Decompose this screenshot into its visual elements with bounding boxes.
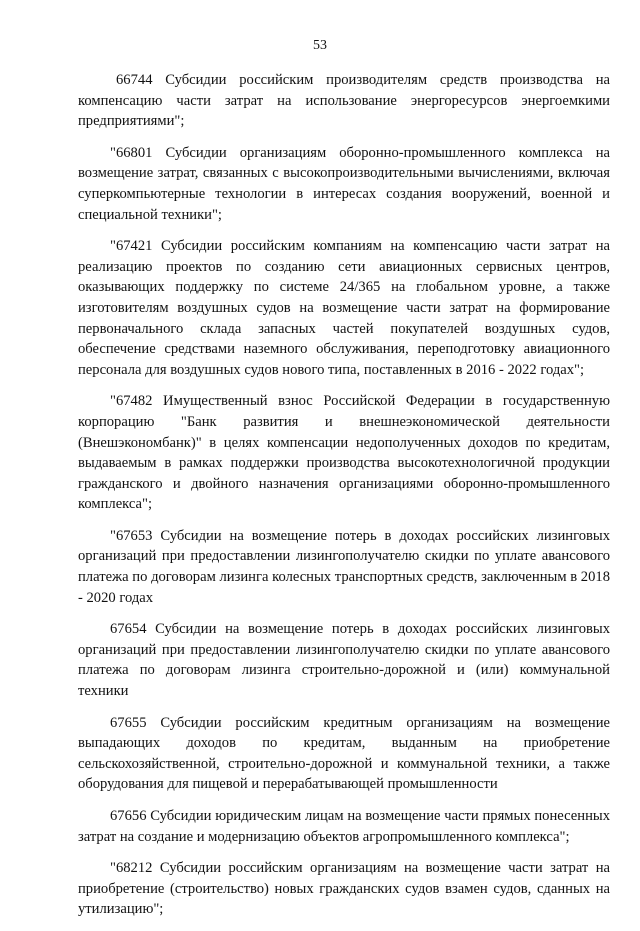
page-number: 53 [313,38,327,53]
paragraph-68212: "68212 Субсидии российским организациям на возмещение части затрат на приобретение (строительство) новых гражданских судов взамен судов, сданных на утилизацию"; [78,860,610,918]
paragraph-67482: "67482 Имущественный взнос Российской Федерации в государственную корпорацию "Банк развития и внешнеэкономической деятельности (Внешэкономбанк)" в целях компенсации недополученных доходов по кредитам, выдаваемым в рамках поддержки производства высокотехнологичной продукции гражданского и двойного назначения организациями оборонно-промышленного комплекса"; [78,393,610,513]
paragraph-66801: "66801 Субсидии организациям оборонно-промышленного комплекса на возмещение затрат, связанных с высокопроизводительными вычислениями, включая суперкомпьютерные технологии в интересах создания вооружений, военной и специальной техники"; [78,144,610,223]
paragraph-67653: "67653 Субсидии на возмещение потерь в доходах российских лизинговых организаций при предоставлении лизингополучателю скидки по уплате авансового платежа по договорам лизинга колесных транспортных средств, заключенным в 2018 - 2020 годах [78,527,610,606]
paragraph-66744: 66744 Субсидии российским производителям средств производства на компенсацию части затрат на использование энергоресурсов энергоемкими предприятиями"; [78,72,610,130]
paragraph-67421: "67421 Субсидии российским компаниям на компенсацию части затрат на реализацию проектов по созданию сети авиационных сервисных центров, оказывающих поддержку по системе 24/365 на глобальном уровне, а также изготовителям воздушных судов на возмещение части затрат на формирование первоначального склада запасных частей покупателей воздушных судов, обеспечение средствами наземного обслуживания, переподготовку авиационного персонала для воздушных судов нового типа, поставленных в 2016 - 2022 годах"; [78,238,610,378]
paragraph-67654: 67654 Субсидии на возмещение потерь в доходах российских лизинговых организаций при предоставлении лизингополучателю скидки по уплате авансового платежа по договорам лизинга строительно-дорожной и (или) коммунальной техники [78,621,610,700]
document-body [78,70,610,931]
paragraph-67655: 67655 Субсидии российским кредитным организациям на возмещение выпадающих доходов по кредитам, выданным на приобретение сельскохозяйственной, строительно-дорожной и коммунальной техники, а также оборудования для пищевой и перерабатывающей промышленности [78,714,610,793]
paragraph-67656: 67656 Субсидии юридическим лицам на возмещение части прямых понесенных затрат на создание и модернизацию объектов агропромышленного комплекса"; [78,808,610,845]
